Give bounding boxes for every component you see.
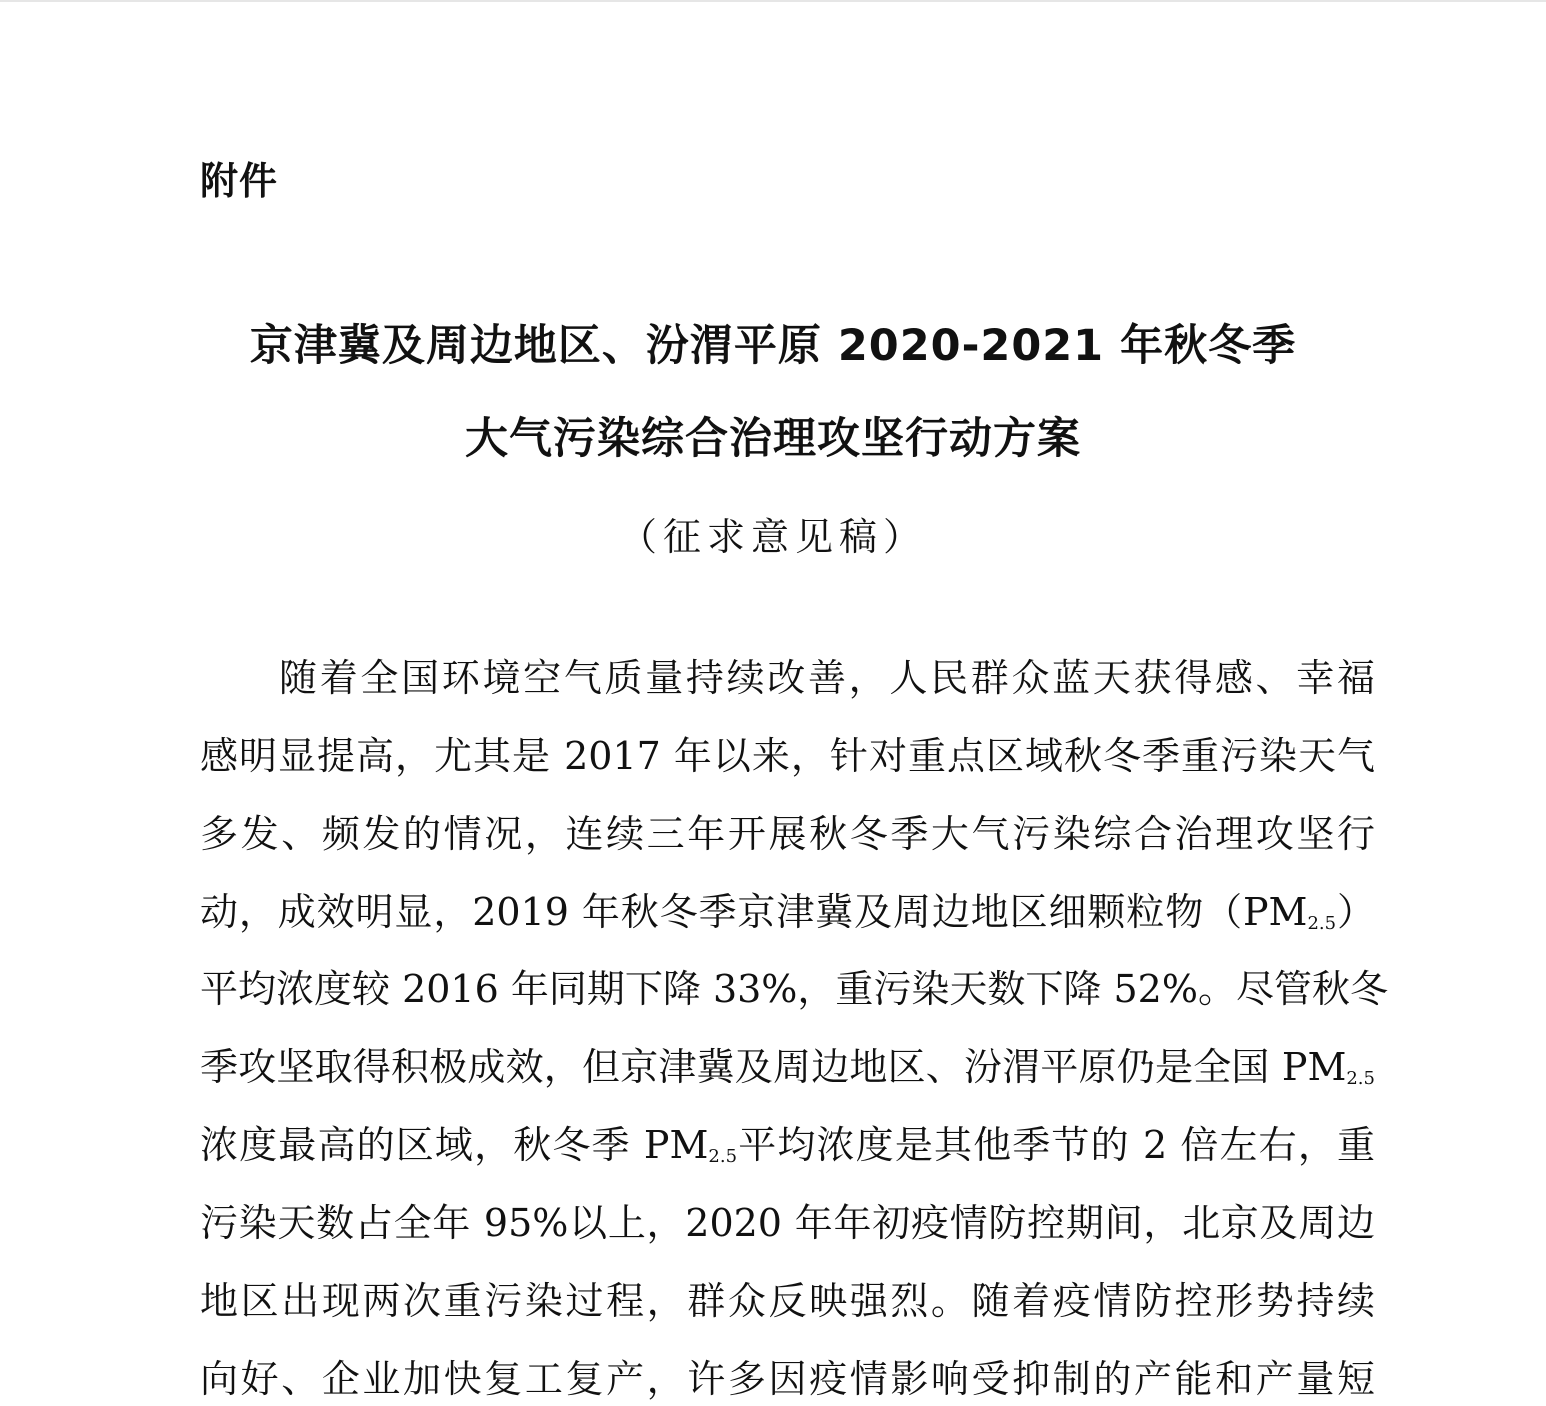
body-text-line: 污染天数占全年 95%以上，2020 年年初疫情防控期间，北京及周边 xyxy=(200,1201,1375,1245)
subscript-text: 2.5 xyxy=(1307,913,1337,934)
body-text-line: 地区出现两次重污染过程，群众反映强烈。随着疫情防控形势持续 xyxy=(200,1279,1375,1323)
attachment-label: 附件 xyxy=(200,159,279,203)
document-title-line-1: 京津冀及周边地区、汾渭平原 2020-2021 年秋冬季 xyxy=(249,321,1297,371)
body-text-line: 平均浓度较 2016 年同期下降 33%，重污染天数下降 52%。尽管秋冬 xyxy=(200,967,1388,1011)
body-text-line: 季攻坚取得积极成效，但京津冀及周边地区、汾渭平原仍是全国 $PM_{2.5}$ xyxy=(200,1045,1375,1089)
body-text-line: 多发、频发的情况，连续三年开展秋冬季大气污染综合治理攻坚行 xyxy=(200,812,1375,856)
body-text-line: 向好、企业加快复工复产，许多因疫情影响受抑制的产能和产量短 xyxy=(200,1357,1375,1401)
body-text-line: 浓度最高的区域，秋冬季 $PM_{2.5}$平均浓度是其他季节的 2 倍左右，重 xyxy=(200,1123,1375,1167)
body-text-line: 随着全国环境空气质量持续改善，人民群众蓝天获得感、幸福 xyxy=(279,656,1375,700)
document-subtitle: （征求意见稿） xyxy=(618,515,927,559)
subscript-text: 2.5 xyxy=(708,1146,738,1167)
subscript-text: 2.5 xyxy=(1346,1068,1375,1089)
body-text-line: 感明显提高，尤其是 2017 年以来，针对重点区域秋冬季重污染天气 xyxy=(200,734,1375,778)
body-text-line: 动，成效明显，2019 年秋冬季京津冀及周边地区细颗粒物$(PM_{2.5})$ xyxy=(200,890,1375,934)
document-title-line-2: 大气污染综合治理攻坚行动方案 xyxy=(465,414,1081,464)
